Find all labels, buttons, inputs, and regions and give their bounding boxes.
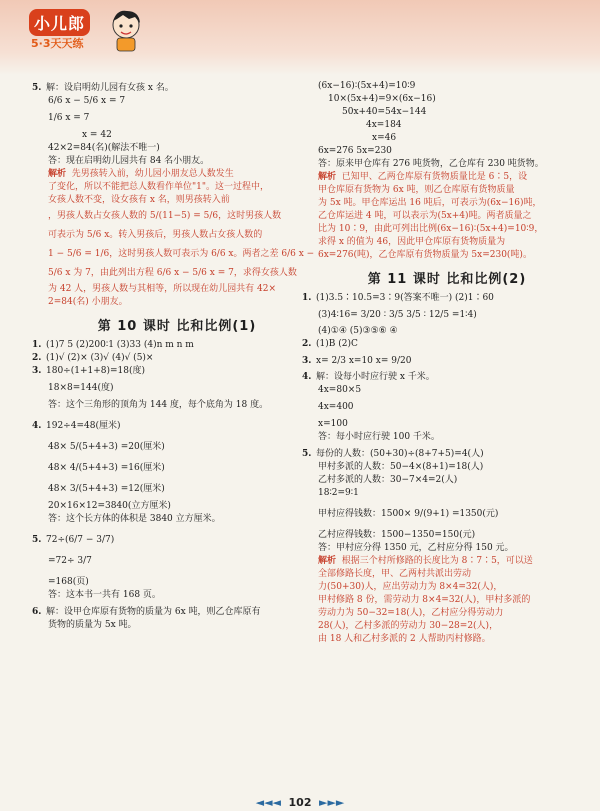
analysis-line: 6x=276(吨)，乙仓库原有货物质量为 5x=230(吨)。: [318, 250, 532, 260]
solution-line: 货物的质量为 5x 吨。: [48, 620, 137, 630]
page-number: 102: [288, 796, 312, 809]
solution-line: =72÷ 3/7: [48, 556, 92, 566]
question-line: 1. (1)7 5 (2)200∶1 (3)33 (4)n m n m: [32, 340, 194, 350]
analysis-line: 女孩人数不变，设女孩有 x 名，则男孩转入前: [48, 195, 230, 205]
answer-line: 答：这个三角形的顶角为 144 度，每个底角为 18 度。: [48, 400, 269, 410]
solution-line: 乙村应得钱数：1500−1350=150(元): [318, 530, 476, 540]
answer-line: 答：每小时应行驶 100 千米。: [318, 432, 440, 442]
analysis-line: 乙仓库运进 4 吨，可以表示为(5x+4)吨。两者质量之: [318, 211, 532, 221]
question-line: 1. (1)3.5∶10.5=3∶9(答案不唯一) (2)1∶60: [302, 293, 494, 303]
solution-line: (4)①④ (5)③⑤⑥ ④: [318, 326, 398, 336]
equation-line: 42×2=84(名)(解法不唯一): [48, 143, 160, 153]
analysis-line: 解析 先男孩转入前，幼儿园小朋友总人数发生: [48, 169, 234, 179]
solution-line: 4x=80×5: [318, 385, 362, 395]
equation-line: (6x−16)∶(5x+4)=10∶9: [318, 81, 416, 91]
equation-line: 4x=184: [366, 120, 402, 130]
answer-line: 答：这本书一共有 168 页。: [48, 590, 161, 600]
analysis-line: 28(人)，乙村多派的劳动力 30−28=2(人)，: [318, 621, 499, 631]
solution-line: 48× 3/(5+4+3) =12(厘米): [48, 484, 165, 494]
solution-line: 18∶2=9∶1: [318, 488, 359, 498]
analysis-line: 劳动力为 50−32=18(人)，乙村应分得劳动力: [318, 608, 504, 618]
analysis-line: 甲村修路 8 份，需劳动力 8×4=32(人)，甲村多派的: [318, 595, 531, 605]
brand-title: 小儿郎: [29, 9, 90, 36]
solution-line: 乙村多派的人数：30−7×4=2(人): [318, 475, 458, 485]
left-column: [32, 82, 322, 632]
equation-line: x = 42: [82, 130, 112, 140]
solution-line: =168(页): [48, 577, 89, 587]
analysis-line: 解析 已知甲、乙两仓库原有货物质量比是 6∶5，设: [318, 172, 528, 182]
question-line: 5. 72÷(6/7 − 3/7): [32, 535, 115, 545]
page-header: [0, 0, 600, 75]
analysis-line: 2=84(名) 小朋友。: [48, 297, 128, 307]
solution-line: 甲村多派的人数：50−4×(8+1)=18(人): [318, 462, 484, 472]
equation-line: 10×(5x+4)=9×(6x−16): [328, 94, 436, 104]
solution-line: x=100: [318, 419, 348, 429]
question-line: 4. 192÷4=48(厘米): [32, 421, 121, 431]
solution-line: (3)4∶16= 3/20 ∶ 3/5 3/5 ∶ 12/5 =1∶4): [318, 310, 477, 320]
analysis-line: 为 42 人，男孩人数与其相等，所以现在幼儿园共有 42×: [48, 284, 277, 294]
analysis-line: 比为 10∶9，由此可列出比例(6x−16)∶(5x+4)=10∶9，: [318, 224, 544, 234]
analysis-line: 力(50+30)人，应出劳动力为 8×4=32(人)，: [318, 582, 503, 592]
question-line: 6. 解：设甲仓库原有货物的质量为 6x 吨，则乙仓库原有: [32, 607, 261, 617]
page-footer: [0, 796, 600, 809]
solution-line: 甲村应得钱数：1500× 9/(9+1) =1350(元): [318, 509, 499, 519]
analysis-line: 可表示为 5/6 x。转入男孩后，男孩人数占女孩人数的: [48, 230, 263, 240]
equation-line: 6x=276 5x=230: [318, 146, 392, 156]
section-title: 第 10 课时 比和比例(1): [97, 319, 257, 334]
analysis-line: 求得 x 的值为 46，因此甲仓库原有货物质量为: [318, 237, 506, 247]
answer-line: 答：这个长方体的体积是 3840 立方厘米。: [48, 514, 221, 524]
equation-line: 6/6 x − 5/6 x = 7: [48, 96, 126, 106]
solution-line: 48× 4/(5+4+3) =16(厘米): [48, 463, 165, 473]
mascot-icon: [107, 7, 145, 53]
analysis-line: 由 18 人和乙村多派的 2 人帮助丙村修路。: [318, 634, 491, 644]
equation-line: 1/6 x = 7: [48, 113, 90, 123]
analysis-line: 5/6 x 为 7，由此列出方程 6/6 x − 5/6 x = 7，求得女孩人数: [48, 268, 297, 278]
analysis-line: 全部修路长度，甲、乙两村共派出劳动: [318, 569, 472, 579]
brand-logo: [25, 5, 145, 60]
analysis-line: ，男孩人数占女孩人数的 5/(11−5) = 5/6，这时男孩人数: [48, 211, 282, 221]
next-page-icon[interactable]: ►►►: [318, 796, 345, 809]
analysis-line: 了变化，所以不能把总人数看作单位"1"。这一过程中，: [48, 182, 270, 192]
solution-line: 18×8=144(度): [48, 383, 114, 393]
question-line: 5. 解：设启明幼儿园有女孩 x 名。: [32, 83, 174, 93]
answer-line: 答：甲村应分得 1350 元，乙村应分得 150 元。: [318, 543, 514, 553]
answer-line: 答：现在启明幼儿园共有 84 名小朋友。: [48, 156, 210, 166]
right-column: [302, 80, 592, 646]
equation-line: x=46: [372, 133, 397, 143]
question-line: 3. x= 2/3 x=10 x= 9/20: [302, 356, 412, 366]
question-line: 3. 180÷(1+1+8)=18(度): [32, 366, 146, 376]
question-line: 2. (1)B (2)C: [302, 339, 358, 349]
answer-line: 答：原来甲仓库有 276 吨货物，乙仓库有 230 吨货物。: [318, 159, 544, 169]
question-line: 5. 每份的人数：(50+30)÷(8+7+5)=4(人): [302, 449, 484, 459]
question-line: 2. (1)√ (2)× (3)√ (4)√ (5)×: [32, 353, 154, 363]
question-line: 4. 解：设每小时应行驶 x 千米。: [302, 372, 435, 382]
solution-line: 48× 5/(5+4+3) =20(厘米): [48, 442, 165, 452]
equation-line: 50x+40=54x−144: [342, 107, 427, 117]
analysis-line: 解析 根据三个村所修路的长度比为 8∶7∶5，可以送: [318, 556, 533, 566]
analysis-line: 为 5x 吨。甲仓库运出 16 吨后，可表示为(6x−16)吨，: [318, 198, 542, 208]
analysis-line: 甲仓库原有货物为 6x 吨，则乙仓库原有货物质量: [318, 185, 515, 195]
section-title: 第 11 课时 比和比例(2): [367, 272, 527, 287]
solution-line: 4x=400: [318, 402, 354, 412]
analysis-line: 1 − 5/6 = 1/6，这时男孩人数可表示为 6/6 x。两者之差 6/6 x −: [48, 249, 315, 259]
solution-line: 20×16×12=3840(立方厘米): [48, 501, 171, 511]
prev-page-icon[interactable]: ◄◄◄: [255, 796, 282, 809]
brand-subtitle: 5·3天天练: [31, 37, 84, 50]
